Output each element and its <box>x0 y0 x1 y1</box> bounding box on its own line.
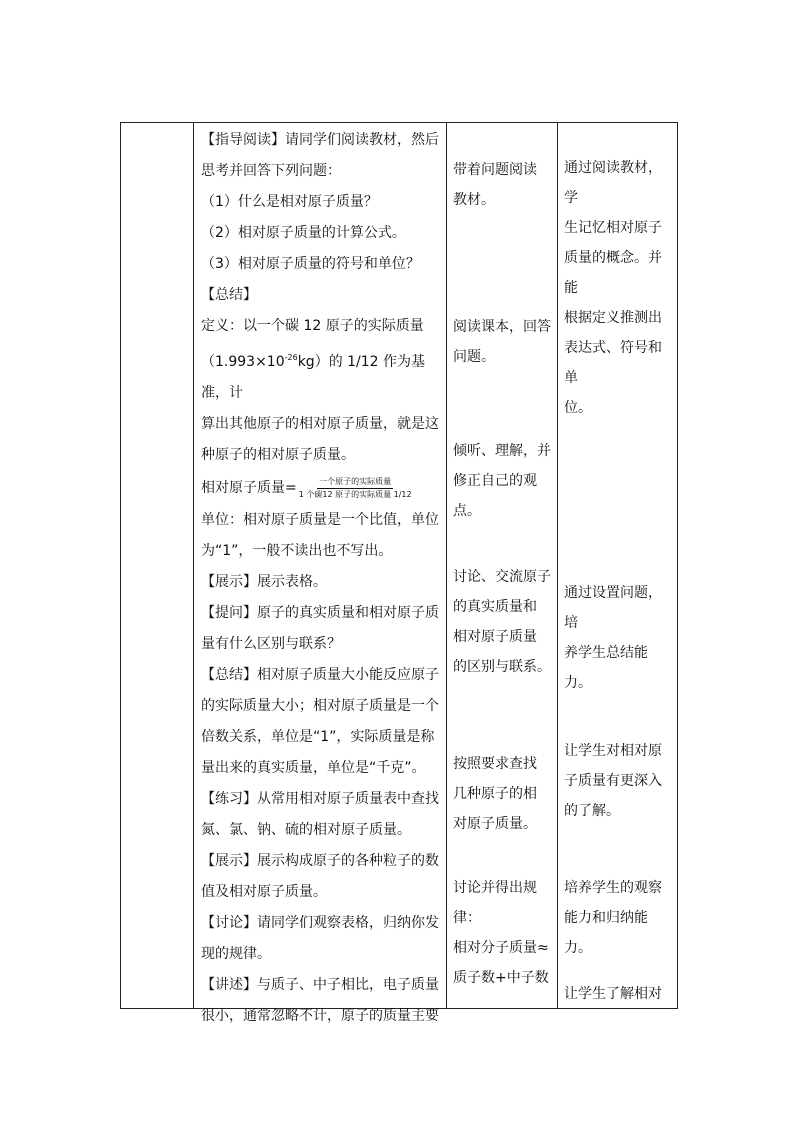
text-line: （1）什么是相对原子质量？ <box>201 194 378 210</box>
text-line: 通过设置问题，培 <box>564 585 662 631</box>
text-line: 【总结】 <box>201 287 257 303</box>
text-line: 氮、氯、钠、硫的相对原子质量。 <box>201 822 411 838</box>
column-teacher-activity <box>201 125 444 1032</box>
intent-block <box>564 153 674 423</box>
text-line: 的实际质量大小；相对原子质量是一个 <box>201 698 439 714</box>
text-line: 问题。 <box>453 349 495 365</box>
text-line: 【练习】从常用相对原子质量表中查找 <box>201 791 439 807</box>
text-line: 让学生对相对原 <box>564 743 662 759</box>
text-line: 质子数+中子数 <box>453 970 549 986</box>
intent-block <box>564 736 674 826</box>
text-line: 能力和归纳能力。 <box>564 910 648 956</box>
text-line: 质量的概念。并能 <box>564 250 662 296</box>
lesson-plan-table <box>120 122 678 1024</box>
text-line: 【指导阅读】请同学们阅读教材，然后 <box>201 132 439 148</box>
text-line: 量出来的真实质量，单位是“千克”。 <box>201 760 426 776</box>
text-line: 阅读课本，回答 <box>453 319 551 335</box>
formula-fraction <box>299 477 412 500</box>
text-line: （2）相对原子质量的计算公式。 <box>201 225 406 241</box>
text-line: 种原子的相对原子质量。 <box>201 447 355 463</box>
text-line: 单位：相对原子质量是一个比值，单位 <box>201 512 439 528</box>
formula-line <box>201 471 444 505</box>
column-divider <box>193 123 194 1008</box>
text-line: 让学生了解相对 <box>564 986 662 1002</box>
formula-label: 相对原子质量= <box>201 480 297 496</box>
intent-block <box>564 979 674 1009</box>
text-line: 很小，通常忽略不计，原子的质量主要 <box>201 1008 439 1024</box>
student-block <box>453 312 553 372</box>
text-line: 律： <box>453 910 481 926</box>
student-block <box>453 749 553 839</box>
text-line: 相对原子质量 <box>453 629 537 645</box>
text-line: 【展示】展示表格。 <box>201 574 327 590</box>
mass-value: （1.993×10 <box>201 354 285 370</box>
text-line: 定义：以一个碳 12 原子的实际质量 <box>201 318 424 334</box>
text-line: 培养学生的观察 <box>564 880 662 896</box>
text-line: 值及相对原子质量。 <box>201 884 327 900</box>
fraction-denominator: 1 个碳12 原子的实际质量 1/12 <box>298 489 412 499</box>
exponent: -26 <box>284 353 298 362</box>
text-line: 生记忆相对原子 <box>564 220 662 236</box>
student-block <box>453 873 553 993</box>
intent-block <box>564 578 674 698</box>
text-line: 的了解。 <box>564 803 620 819</box>
text-line: 对原子质量。 <box>453 816 537 832</box>
text-line: （3）相对原子质量的符号和单位？ <box>201 256 420 272</box>
text-line: 点。 <box>453 503 481 519</box>
text-line: 思考并回答下列问题： <box>201 163 341 179</box>
text-line: 表达式、符号和单 <box>564 340 662 386</box>
text-line: 按照要求查找 <box>453 756 537 772</box>
text-line: 【提问】原子的真实质量和相对原子质 <box>201 605 439 621</box>
student-block <box>453 562 553 682</box>
text-line: 教材。 <box>453 192 495 208</box>
text-line: 【讲述】与质子、中子相比，电子质量 <box>201 977 439 993</box>
text-line: 为“1”，一般不读出也不写出。 <box>201 543 393 559</box>
intent-block <box>564 873 674 963</box>
text-line: 【总结】相对原子质量大小能反应原子 <box>201 667 439 683</box>
text-line: 算出其他原子的相对原子质量，就是这 <box>201 416 439 432</box>
text-line: 倍数关系，单位是“1”，实际质量是称 <box>201 729 435 745</box>
student-block <box>453 155 553 215</box>
text-line: 的真实质量和 <box>453 599 537 615</box>
text-line: 讨论并得出规 <box>453 880 537 896</box>
text-line <box>201 342 444 409</box>
text-line: 修正自己的观 <box>453 473 537 489</box>
text-line: 位。 <box>564 400 592 416</box>
text-line: 【讨论】请同学们观察表格，归纳你发 <box>201 915 439 931</box>
fraction-numerator: 一个原子的实际质量 <box>317 477 393 489</box>
text-line: 【展示】展示构成原子的各种粒子的数 <box>201 853 439 869</box>
text-line: 养学生总结能力。 <box>564 645 648 691</box>
text-line: 子质量有更深入 <box>564 773 662 789</box>
text-line: 相对分子质量≈ <box>453 940 549 956</box>
text-line: 根据定义推测出 <box>564 310 662 326</box>
text-line: 讨论、交流原子 <box>453 569 551 585</box>
student-block <box>453 436 553 526</box>
text-line: 倾听、理解，并 <box>453 443 551 459</box>
text-line: 几种原子的相 <box>453 786 537 802</box>
mass-text: kg）的 1/12 作为基准，计 <box>201 354 426 401</box>
text-line: 通过阅读教材，学 <box>564 160 662 206</box>
text-line: 现的规律。 <box>201 946 271 962</box>
column-divider <box>557 123 558 1008</box>
text-line: 带着问题阅读 <box>453 162 537 178</box>
text-line: 量有什么区别与联系？ <box>201 636 341 652</box>
column-divider <box>446 123 447 1008</box>
text-line: 的区别与联系。 <box>453 659 551 675</box>
